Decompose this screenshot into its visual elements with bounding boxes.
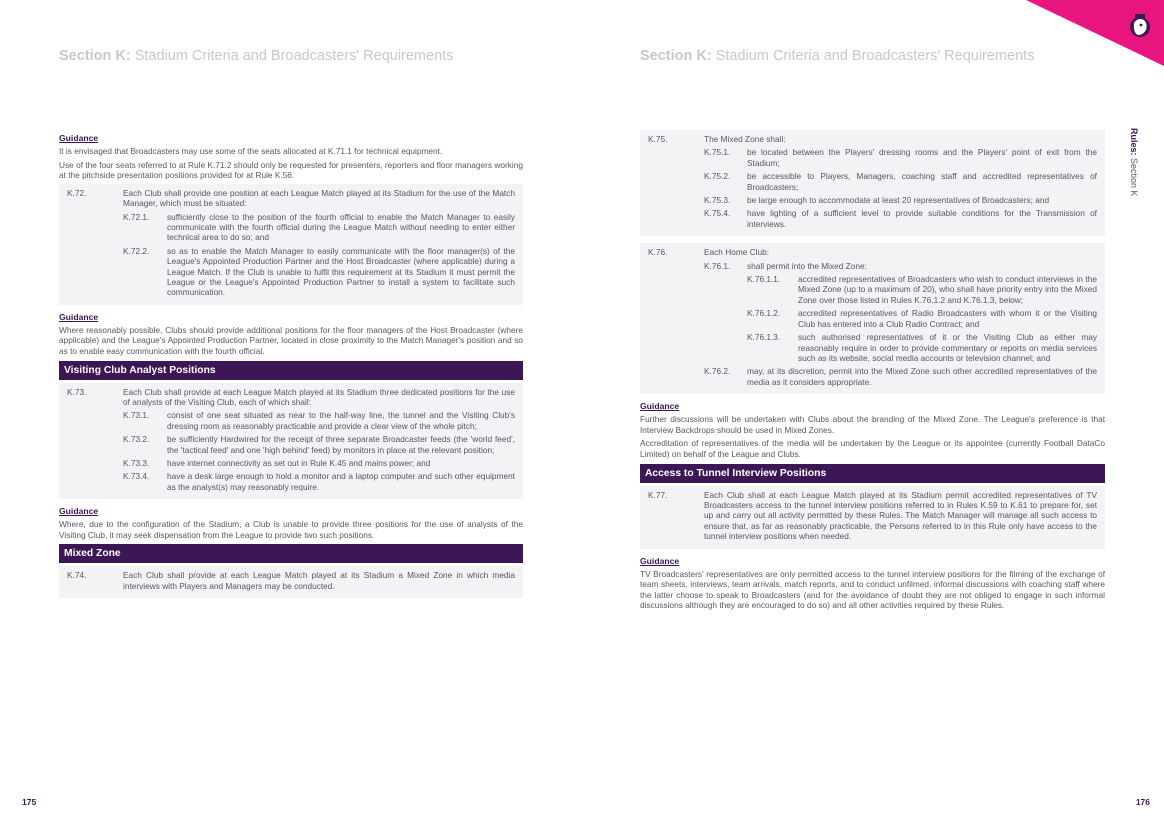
side-tab-bold: Rules: (1129, 128, 1139, 156)
section-bar-tunnel-interview: Access to Tunnel Interview Positions (640, 464, 1105, 483)
rule-k75-2 (704, 171, 1097, 192)
page-number: 175 (22, 797, 37, 807)
rule-number: K.73.2. (123, 434, 150, 445)
rule-number: K.77. (648, 489, 668, 500)
rule-number: K.73.4. (123, 471, 150, 482)
rule-number: K.76.2. (704, 366, 731, 377)
rule-k76-1-3 (747, 332, 1097, 363)
rule-text: Each Club shall provide at each League Match played at its Stadium three dedicated positions for the use of analysts of the Visiting Club, each of which shall: (123, 386, 515, 408)
rule-number: K.75.1. (704, 147, 731, 158)
rule-k75-4 (704, 208, 1097, 229)
rule-number: K.75. (648, 134, 668, 144)
corner-brand-decoration (1004, 0, 1164, 70)
rule-text: such authorised representatives of it or the Visiting Club as either may reasonably require in order to provide commentary or reports on media services such as its website, social media accounts or television channel; and (798, 332, 1097, 363)
rule-number: K.75.2. (704, 171, 731, 182)
rule-text: have lighting of a sufficient level to provide suitable conditions for the Transmission of interviews. (747, 208, 1097, 229)
right-page-header (640, 48, 1034, 64)
rule-box-k76 (640, 243, 1105, 394)
rule-number: K.76.1.1. (747, 274, 781, 285)
rule-text: Each Club shall provide one position at each League Match played at its Stadium for the use of the Match Manager, which must be situated: (123, 187, 515, 209)
rule-k76-1-2 (747, 308, 1097, 329)
guidance-heading: Guidance (640, 555, 680, 566)
left-content (59, 133, 523, 605)
section-bar-visiting-analyst: Visiting Club Analyst Positions (59, 361, 523, 380)
rule-text: accredited representatives of Radio Broadcasters with whom it or the Visiting Club has entered into a Club Radio Contract; and (798, 308, 1097, 329)
rule-text: shall permit into the Mixed Zone: (747, 260, 867, 271)
section-bar-mixed-zone: Mixed Zone (59, 544, 523, 563)
rule-box-k72 (59, 184, 523, 305)
rule-text: Each Club shall at each League Match played at its Stadium permit accredited representatives of TV Broadcasters access to the tunnel interview positions referred to in Rules K.59 to K.61 to prepare for, set up and carry out all activity permitted by these Rules. The Match Manager will manage all such access to ensure that, as far as reasonably practicable, the Persons referred to in this Rule only have access to the tunnel interview positions when needed. (704, 489, 1097, 542)
rule-k76 (648, 247, 1097, 257)
rule-box-k77 (640, 486, 1105, 549)
header-section-title: Stadium Criteria and Broadcasters' Requirements (130, 48, 454, 64)
rule-text: The Mixed Zone shall: (704, 134, 786, 144)
guidance-heading: Guidance (59, 311, 99, 322)
guidance-text: Where reasonably possible, Clubs should provide additional positions for the floor managers of the Host Broadcaster (where applicable) and the League's Appointed Production Partner, located in close proximity to the Match Manager's position and so as to enable easy communication with the fourth official. (59, 324, 523, 357)
rule-k76-2 (704, 366, 1097, 387)
rule-number: K.73.3. (123, 458, 150, 469)
rule-text: consist of one seat situated as near to the half-way line, the tunnel and the Visiting Club's dressing room as reasonably practicable and provide a clear view of the whole pitch; (167, 410, 515, 431)
rule-text: sufficiently close to the position of the fourth official to enable the Match Manager to easily communicate with the fourth official during the League Match without needing to enter either technical area to do so; and (167, 211, 515, 243)
rule-k72 (67, 188, 515, 209)
side-tab-text: Section K (1129, 155, 1139, 197)
rule-number: K.73. (67, 386, 87, 397)
header-section-title: Stadium Criteria and Broadcasters' Requirements (711, 48, 1035, 64)
side-tab-rules-section (1129, 128, 1139, 197)
rule-text: be located between the Players' dressing rooms and the Players' point of exit from the Stadium; (747, 147, 1097, 168)
rule-k73 (67, 387, 515, 408)
rule-number: K.76. (648, 247, 668, 258)
rule-number: K.76.1. (704, 260, 731, 271)
rule-number: K.72.1. (123, 211, 150, 222)
rule-text: so as to enable the Match Manager to easily communicate with the floor manager(s) of the League's Appointed Production Partner and the Host Broadcaster (where applicable) during a League Match. If the Club is unable to fulfil this requirement at its Stadium it must permit the League or the League's Appointed Production Partner to install a system to facilitate such communication. (167, 245, 515, 298)
guidance-heading: Guidance (640, 401, 680, 412)
rule-text: accredited representatives of Broadcasters who wish to conduct interviews in the Mixed Zone (up to a maximum of 20), who shall have priority entry into the Mixed Zone over those listed in Rules K.76.1.2 and K.76.1.3, below; (798, 274, 1097, 305)
rule-number: K.72.2. (123, 245, 150, 256)
guidance-text: Where, due to the configuration of the Stadium, a Club is unable to provide three positions for the use of analysts of the Visiting Club, it may seek dispensation from the League to provide two such positions. (59, 519, 523, 540)
header-section-label: Section K: (59, 48, 131, 64)
rule-text: have a desk large enough to hold a monitor and a laptop computer and such other equipment as the analyst(s) may reasonably require. (167, 471, 515, 492)
header-section-label: Section K: (640, 48, 712, 64)
rule-k73-4 (123, 471, 515, 492)
guidance-text: Further discussions will be undertaken with Clubs about the branding of the Mixed Zone. The League's preference is that Interview Backdrops should be used in Mixed Zones. (640, 414, 1105, 435)
rule-number: K.72. (67, 187, 87, 198)
rule-number: K.76.1.3. (747, 332, 781, 343)
rule-text: have internet connectivity as set out in Rule K.45 and mains power; and (167, 458, 431, 469)
rule-k72-2 (123, 246, 515, 298)
rule-k76-1-1 (747, 274, 1097, 305)
rule-number: K.75.4. (704, 208, 731, 219)
page-number: 176 (1135, 797, 1150, 807)
rule-k75-1 (704, 147, 1097, 168)
guidance-heading: Guidance (59, 133, 99, 143)
rule-text: may, at its discretion, permit into the Mixed Zone such other accredited representatives of the media as it considers appropriate. (747, 366, 1097, 387)
rule-text: be accessible to Players, Managers, coaching staff and accredited representatives of Broadcasters; (747, 171, 1097, 192)
rule-box-k74 (59, 566, 523, 598)
rule-box-k73 (59, 383, 523, 500)
rule-box-k75 (640, 130, 1105, 236)
rule-k73-3 (123, 458, 515, 468)
rule-number: K.75.3. (704, 195, 731, 206)
rule-text: Each Club shall provide at each League Match played at its Stadium a Mixed Zone in which media interviews with Players and Managers may be conducted. (123, 570, 515, 591)
right-content (640, 130, 1105, 614)
guidance-text: It is envisaged that Broadcasters may use some of the seats allocated at K.71.1 for technical equipment. (59, 146, 443, 156)
rule-text: Each Home Club: (704, 247, 770, 258)
rule-k77 (648, 490, 1097, 542)
rule-k73-2 (123, 434, 515, 455)
guidance-text: Accreditation of representatives of the media will be undertaken by the League or its appointee (currently Football DataCo Limited) on behalf of the League and Clubs. (640, 438, 1105, 459)
left-page-header (59, 48, 453, 64)
guidance-text: TV Broadcasters' representatives are only permitted access to the tunnel interview positions for the filming of the exchange of team sheets, interviews, team arrivals, match reports, and to conduct unfilmed, informal discussions with coaching staff where the latter choose to speak to Broadcasters (and for the avoidance of doubt they are not obliged to engage in such informal discussions although they are encouraged to do so) and all other activities required by these Rules. (640, 568, 1105, 611)
rule-k75 (648, 134, 1097, 144)
rule-k75-3 (704, 195, 1097, 205)
rule-k72-1 (123, 212, 515, 243)
rule-number: K.74. (67, 570, 87, 581)
rule-k74 (67, 570, 515, 591)
guidance-text: Use of the four seats referred to at Rule K.71.2 should only be requested for presenters, reporters and floor managers working at the pitchside presentation positions provided for at Rule K.56. (59, 159, 523, 181)
rule-text: be large enough to accommodate at least 20 representatives of Broadcasters; and (747, 195, 1050, 206)
rule-text: be sufficiently Hardwired for the receipt of three separate Broadcaster feeds (the 'world feed', the 'tactical feed' and one 'high behind' feed) by monitors in place at the relevant position; (167, 434, 515, 455)
rule-k76-1 (704, 261, 1097, 271)
rule-number: K.76.1.2. (747, 308, 781, 319)
guidance-heading: Guidance (59, 506, 99, 517)
right-page (582, 0, 1164, 826)
rule-k73-1 (123, 410, 515, 431)
rule-number: K.73.1. (123, 410, 150, 421)
